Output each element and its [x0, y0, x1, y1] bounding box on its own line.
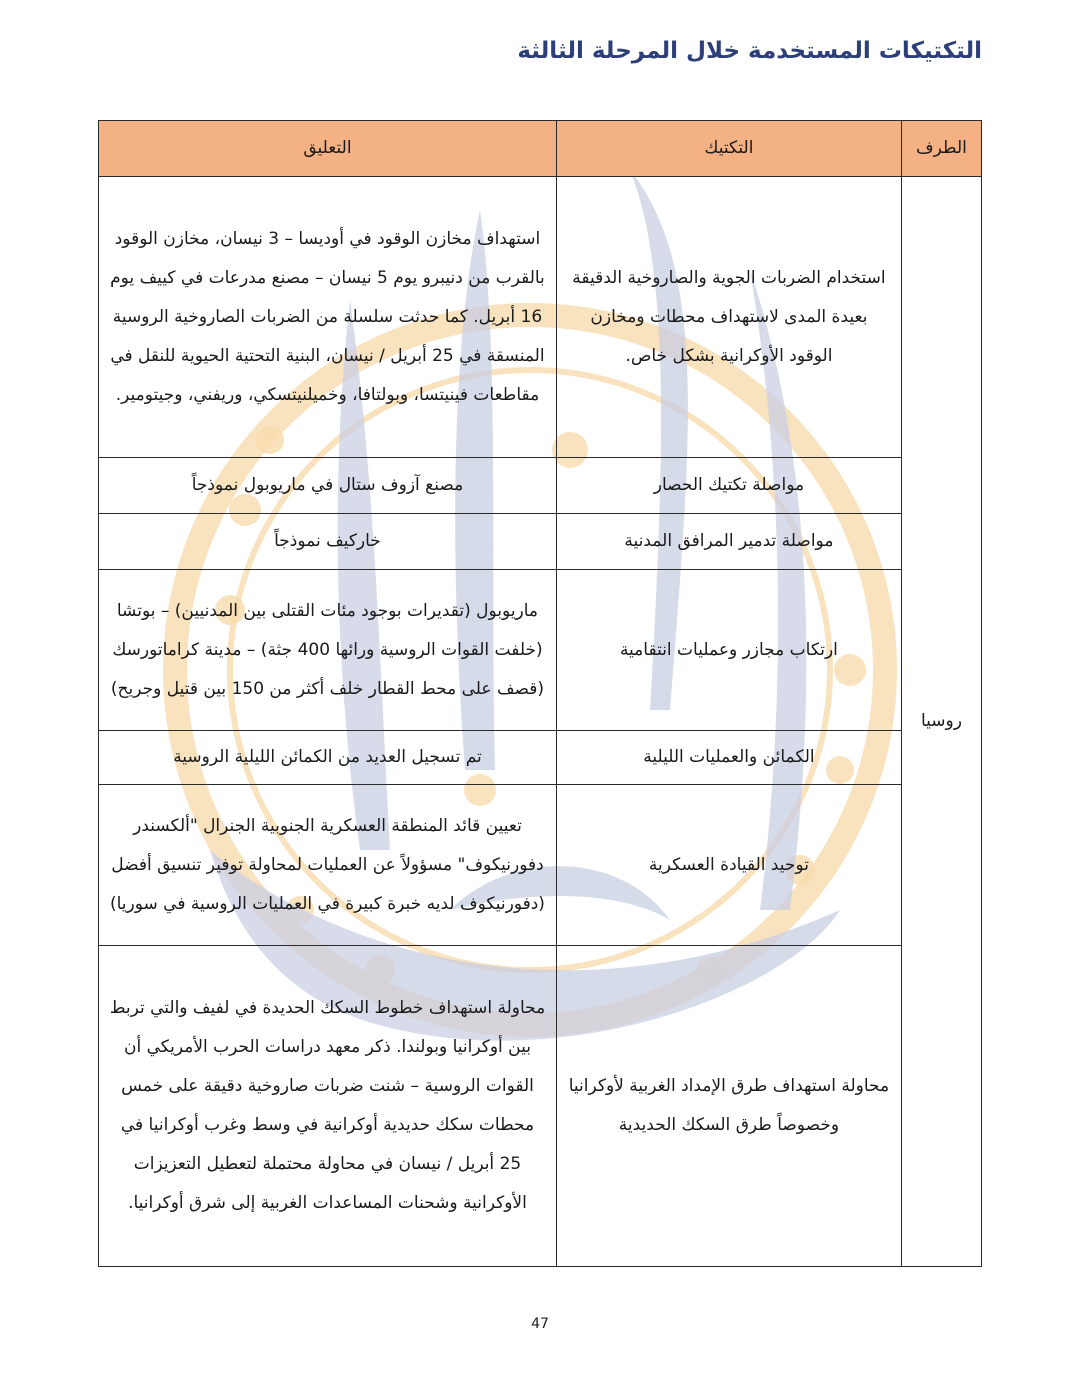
table-row — [99, 177, 982, 458]
table-row — [99, 785, 982, 946]
comment-cell: تم تسجيل العديد من الكمائن الليلية الروسية — [99, 731, 557, 785]
tactics-table — [98, 120, 982, 1267]
tactic-cell: محاولة استهداف طرق الإمداد الغربية لأوكرانيا وخصوصاً طرق السكك الحديدية — [556, 946, 901, 1267]
tactic-cell: مواصلة تدمير المرافق المدنية — [556, 514, 901, 570]
table-row — [99, 458, 982, 514]
page-number: 47 — [531, 1316, 549, 1332]
comment-cell: استهداف مخازن الوقود في أوديسا – 3 نيسان، مخازن الوقود بالقرب من دنيبرو يوم 5 نيسان – مصنع مدرعات في كييف يوم 16 أبريل. كما حدثت سلسلة من الضربات الصاروخية الروسية المنسقة في 25 أبريل / نيسان، البنية التحتية الحيوية للنقل في مقاطعات فينيتسا، وبولتافا، وخميلنيتسكي، وريفني، وجيتومير. — [99, 177, 557, 458]
comment-cell: تعيين قائد المنطقة العسكرية الجنوبية الجنرال "ألكسندر دفورنيكوف" مسؤولاً عن العمليات لمحاولة توفير تنسيق أفضل (دفورنيكوف لديه خبرة كبيرة في العمليات الروسية في سوريا) — [99, 785, 557, 946]
comment-cell: خاركيف نموذجاً — [99, 514, 557, 570]
header-party: الطرف — [901, 121, 981, 177]
table-row — [99, 731, 982, 785]
table-row — [99, 946, 982, 1267]
table-row — [99, 514, 982, 570]
table-row — [99, 570, 982, 731]
tactic-cell: الكمائن والعمليات الليلية — [556, 731, 901, 785]
tactic-cell: استخدام الضربات الجوية والصاروخية الدقيقة بعيدة المدى لاستهداف محطات ومخازن الوقود الأوكرانية بشكل خاص. — [556, 177, 901, 458]
comment-cell: مصنع آزوف ستال في ماريوبول نموذجاً — [99, 458, 557, 514]
tactic-cell: ارتكاب مجازر وعمليات انتقامية — [556, 570, 901, 731]
comment-cell: ماريوبول (تقديرات بوجود مئات القتلى بين المدنيين) – بوتشا (خلفت القوات الروسية ورائها 400 جثة) – مدينة كراماتورسك (قصف على محط القطار خلف أكثر من 150 بين قتيل وجريح) — [99, 570, 557, 731]
tactic-cell: مواصلة تكتيك الحصار — [556, 458, 901, 514]
tactic-cell: توحيد القيادة العسكرية — [556, 785, 901, 946]
header-tactic: التكتيك — [556, 121, 901, 177]
comment-cell: محاولة استهداف خطوط السكك الحديدة في لفيف والتي تربط بين أوكرانيا وبولندا. ذكر معهد دراسات الحرب الأمريكي أن القوات الروسية – شنت ضربات صاروخية دقيقة على خمس محطات سكك حديدية أوكرانية في وسط وغرب أوكرانيا في 25 أبريل / نيسان في محاولة محتملة لتعطيل التعزيزات الأوكرانية وشحنات المساعدات الغربية إلى شرق أوكرانيا. — [99, 946, 557, 1267]
page-title: التكتيكات المستخدمة خلال المرحلة الثالثة — [517, 38, 982, 64]
table-header-row — [99, 121, 982, 177]
party-cell: روسيا — [901, 177, 981, 1267]
header-comment: التعليق — [99, 121, 557, 177]
